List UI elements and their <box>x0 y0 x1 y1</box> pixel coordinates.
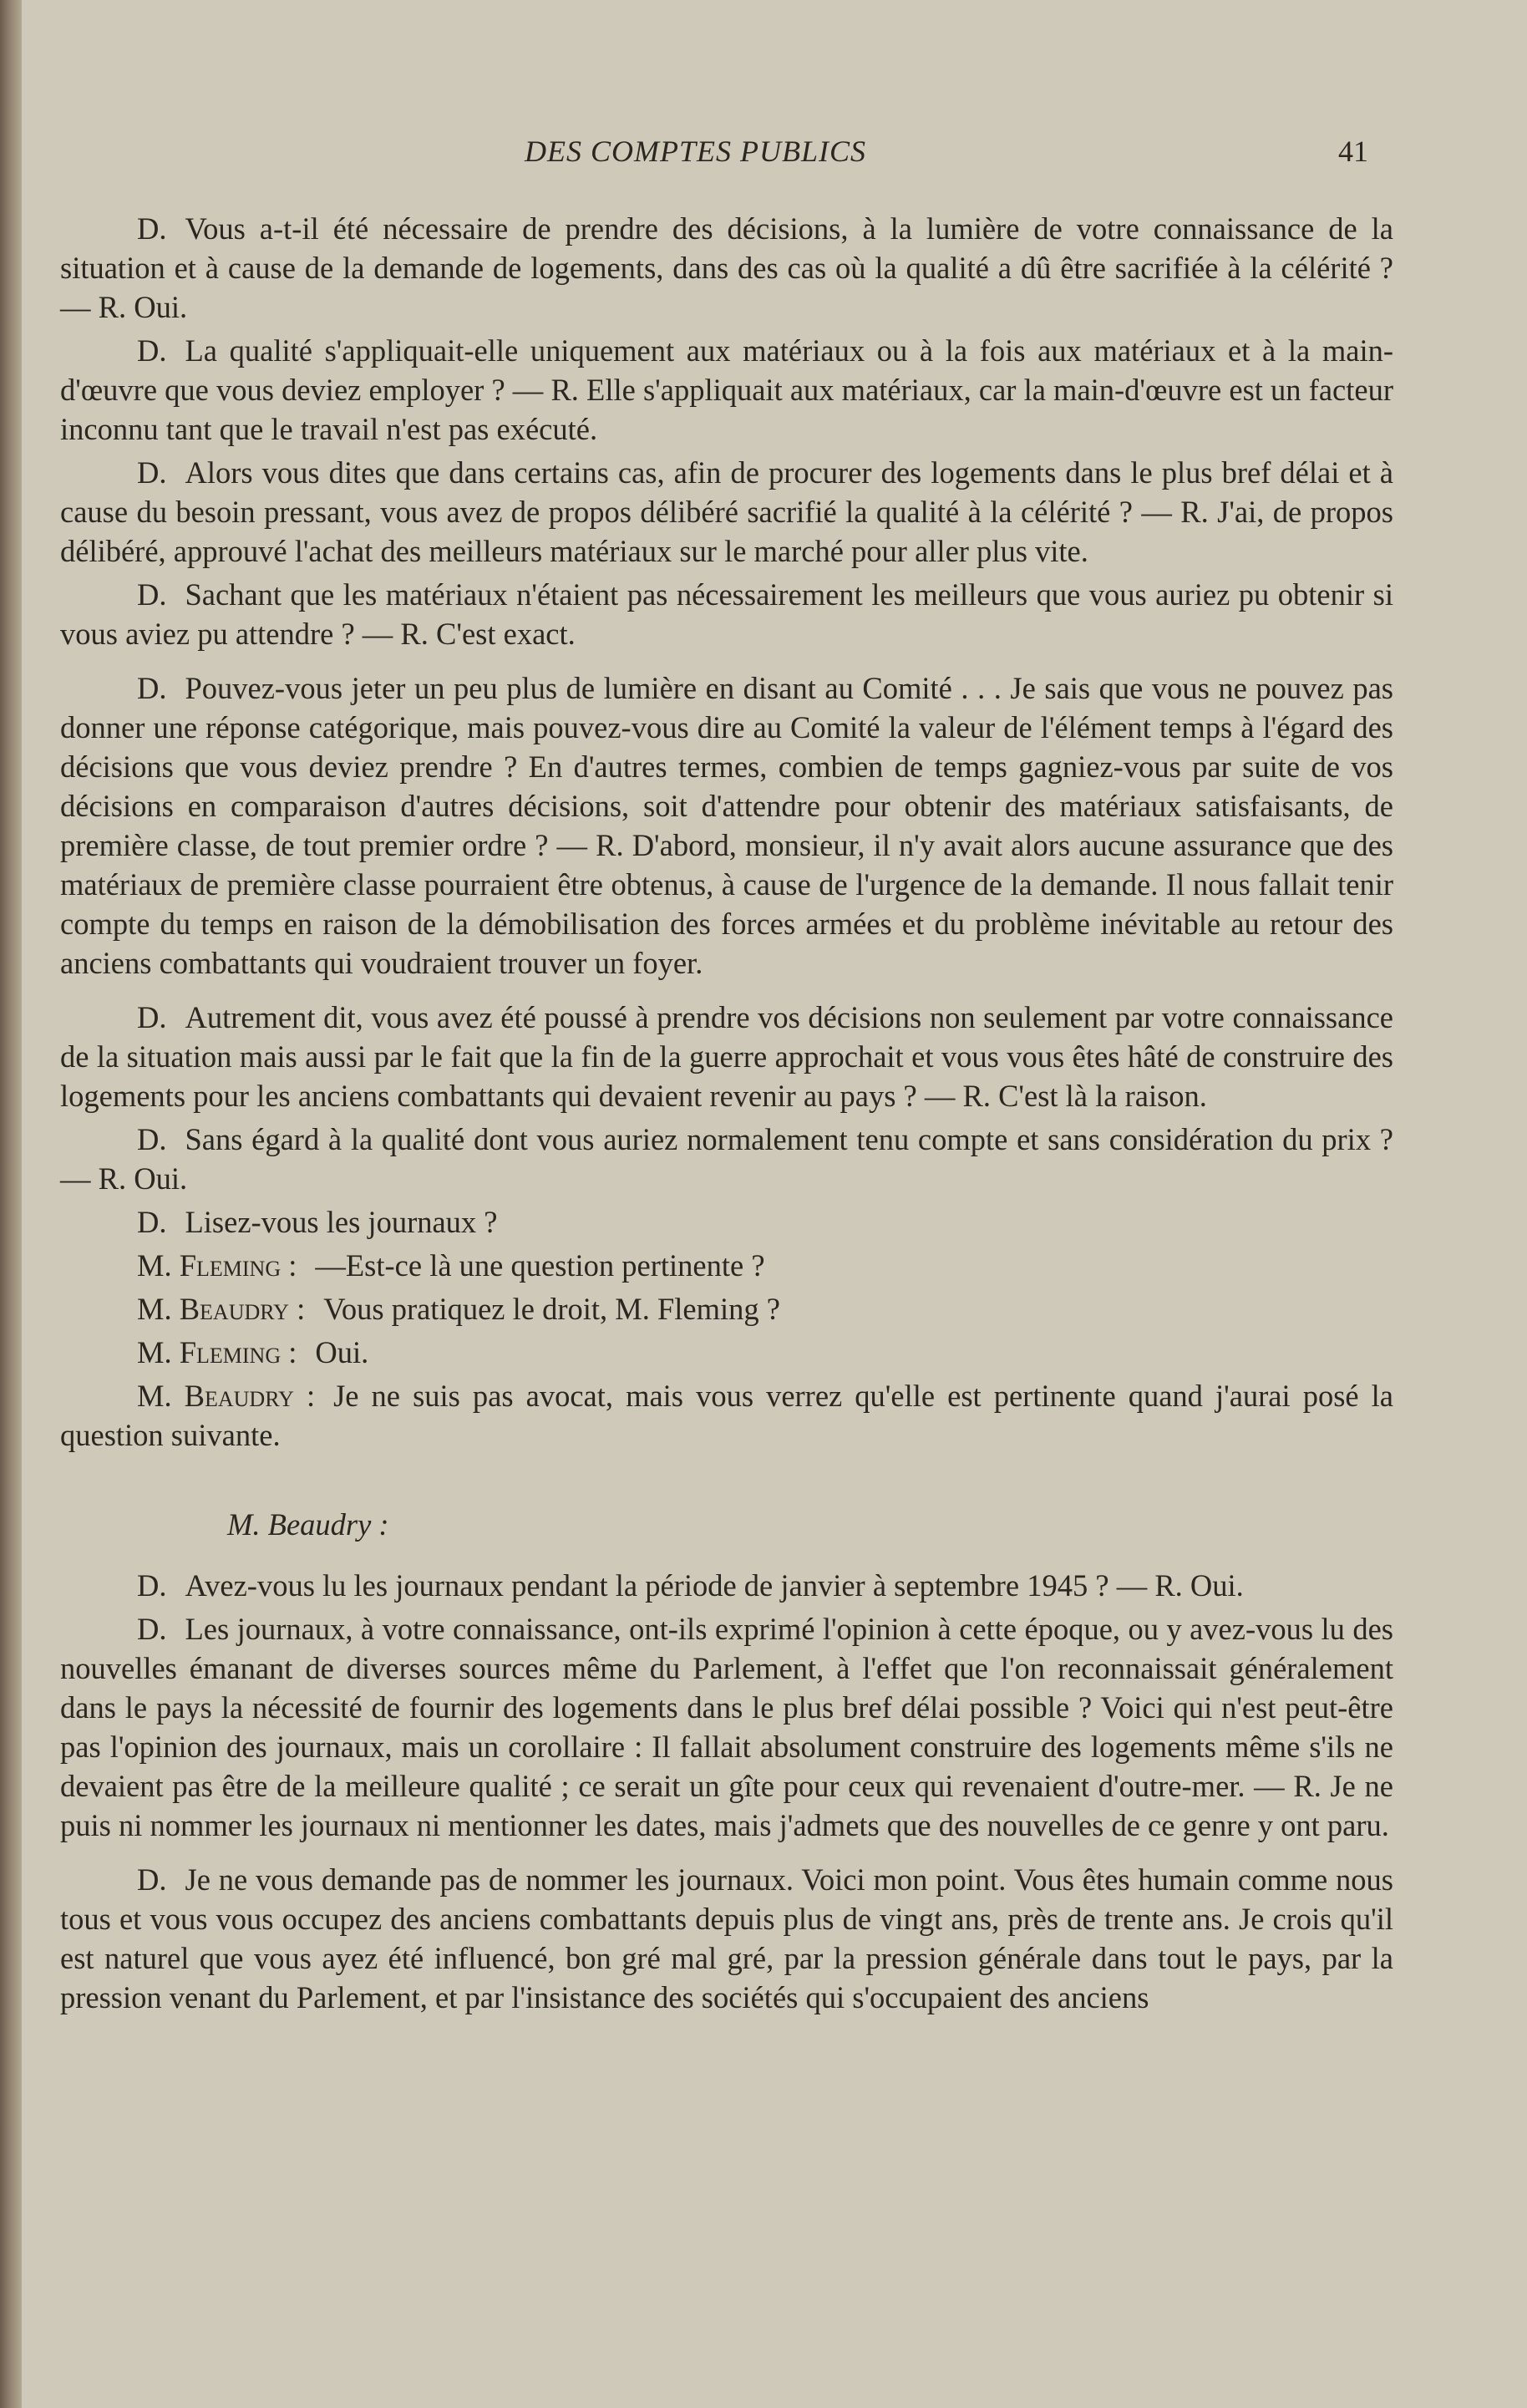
paragraph-text: Vous a-t-il été nécessaire de prendre des décisions, à la lumière de votre connaissance de la situation et à cause de la demande de logements, dans des cas où la qualité a dû être sacrifiée à la célérité ? — R. Oui. <box>60 211 1393 324</box>
question-label: D. <box>137 455 167 490</box>
paragraph-text: Les journaux, à votre connaissance, ont-ils exprimé l'opinion à cette époque, ou y avez-vous lu des nouvelles émanant de diverses sources même du Parlement, à l'effet que l'on reconnaissait généralement dans le pays la nécessité de fournir des logements dans le plus bref délai possible ? Voici qui n'est peut-être pas l'opinion des journaux, mais un corollaire : Il fallait absolument construire des logements même s'ils ne devaient pas être de la meilleure qualité ; ce serait un gîte pour ceux qui revenaient d'outre-mer. — R. Je ne puis ni nommer les journaux ni mentionner les dates, mais j'admets que des nouvelles de ce genre y ont paru. <box>60 1612 1393 1842</box>
question-paragraph <box>60 453 1393 571</box>
page-number: 41 <box>1338 135 1368 168</box>
page-body <box>60 209 1393 2021</box>
speaker-exchange <box>60 1376 1393 1455</box>
question-paragraph <box>60 331 1393 449</box>
question-label: D. <box>137 1122 167 1156</box>
paragraph-text: Avez-vous lu les journaux pendant la période de janvier à septembre 1945 ? — R. Oui. <box>185 1568 1244 1603</box>
paragraph-text: Lisez-vous les journaux ? <box>185 1205 498 1239</box>
exchange-text: Vous pratiquez le droit, M. Fleming ? <box>323 1292 780 1326</box>
question-label: D. <box>137 577 167 612</box>
speaker-exchange <box>60 1246 1393 1285</box>
speaker-exchange <box>60 1289 1393 1328</box>
question-label: D. <box>137 211 167 246</box>
paragraph-text: Pouvez-vous jeter un peu plus de lumière en disant au Comité . . . Je sais que vous ne pouvez pas donner une réponse catégorique, mais pouvez-vous dire au Comité la valeur de l'élément temps à l'égard des décisions que vous deviez prendre ? En d'autres termes, combien de temps gagniez-vous par suite de vos décisions en comparaison d'autres décisions, soit d'attendre pour obtenir des matériaux satisfaisants, de première classe, de tout premier ordre ? — R. D'abord, monsieur, il n'y avait alors aucune assurance que des matériaux de première classe pourraient être obtenus, à cause de l'urgence de la demande. Il nous fallait tenir compte du temps en raison de la démobilisation des forces armées et du problème inévitable au retour des anciens combattants qui voudraient trouver un foyer. <box>60 671 1393 980</box>
question-label: D. <box>137 671 167 705</box>
paragraph-text: Sachant que les matériaux n'étaient pas nécessairement les meilleurs que vous auriez pu obtenir si vous aviez pu attendre ? — R. C'est exact. <box>60 577 1393 651</box>
document-page <box>22 0 1527 2408</box>
question-paragraph <box>60 1120 1393 1198</box>
paragraph-text: Autrement dit, vous avez été poussé à prendre vos décisions non seulement par votre connaissance de la situation mais aussi par le fait que la fin de la guerre approchait et vous vous êtes hâté de construire des logements pour les anciens combattants qui devaient revenir au pays ? — R. C'est là la raison. <box>60 1000 1393 1113</box>
speaker-name: M. Fleming : <box>137 1248 297 1283</box>
question-paragraph <box>60 998 1393 1115</box>
question-paragraph <box>60 575 1393 653</box>
running-title: DES COMPTES PUBLICS <box>525 135 866 168</box>
speaker-exchange <box>60 1333 1393 1372</box>
question-label: D. <box>137 1205 167 1239</box>
question-label: D. <box>137 1862 167 1897</box>
speaker-name: M. Beaudry : <box>137 1292 306 1326</box>
question-label: D. <box>137 333 167 368</box>
question-paragraph <box>60 209 1393 327</box>
question-paragraph <box>60 1566 1393 1605</box>
page-header <box>22 134 1527 184</box>
section-heading: M. Beaudry : <box>227 1507 389 1542</box>
speaker-name: M. Fleming : <box>137 1335 297 1369</box>
question-label: D. <box>137 1612 167 1646</box>
paragraph-text: La qualité s'appliquait-elle uniquement aux matériaux ou à la fois aux matériaux et à la main-d'œuvre que vous deviez employer ? — R. Elle s'appliquait aux matériaux, car la main-d'œuvre est un facteur inconnu tant que le travail n'est pas exécuté. <box>60 333 1393 446</box>
question-paragraph <box>60 1202 1393 1242</box>
question-paragraph <box>60 1609 1393 1845</box>
speaker-name: M. Beaudry : <box>137 1379 316 1413</box>
book-binding-edge <box>0 0 22 2408</box>
paragraph-text: Je ne vous demande pas de nommer les journaux. Voici mon point. Vous êtes humain comme nous tous et vous vous occupez des anciens combattants depuis plus de vingt ans, près de trente ans. Je crois qu'il est naturel que vous ayez été influencé, bon gré mal gré, par la pression générale dans tout le pays, par la pression venant du Parlement, et par l'insistance des sociétés qui s'occupaient des anciens <box>60 1862 1393 2014</box>
question-label: D. <box>137 1000 167 1034</box>
exchange-text: Je ne suis pas avocat, mais vous verrez qu'elle est pertinente quand j'aurai posé la question suivante. <box>60 1379 1393 1452</box>
paragraph-text: Alors vous dites que dans certains cas, afin de procurer des logements dans le plus bref délai et à cause du besoin pressant, vous avez de propos délibéré sacrifié la qualité à la célérité ? — R. J'ai, de propos délibéré, approuvé l'achat des meilleurs matériaux sur le marché pour aller plus vite. <box>60 455 1393 568</box>
question-paragraph <box>60 1860 1393 2017</box>
exchange-text: Oui. <box>315 1335 369 1369</box>
exchange-text: —Est-ce là une question pertinente ? <box>315 1248 765 1283</box>
paragraph-text: Sans égard à la qualité dont vous auriez normalement tenu compte et sans considération du prix ? — R. Oui. <box>60 1122 1393 1196</box>
question-paragraph <box>60 668 1393 983</box>
question-label: D. <box>137 1568 167 1603</box>
